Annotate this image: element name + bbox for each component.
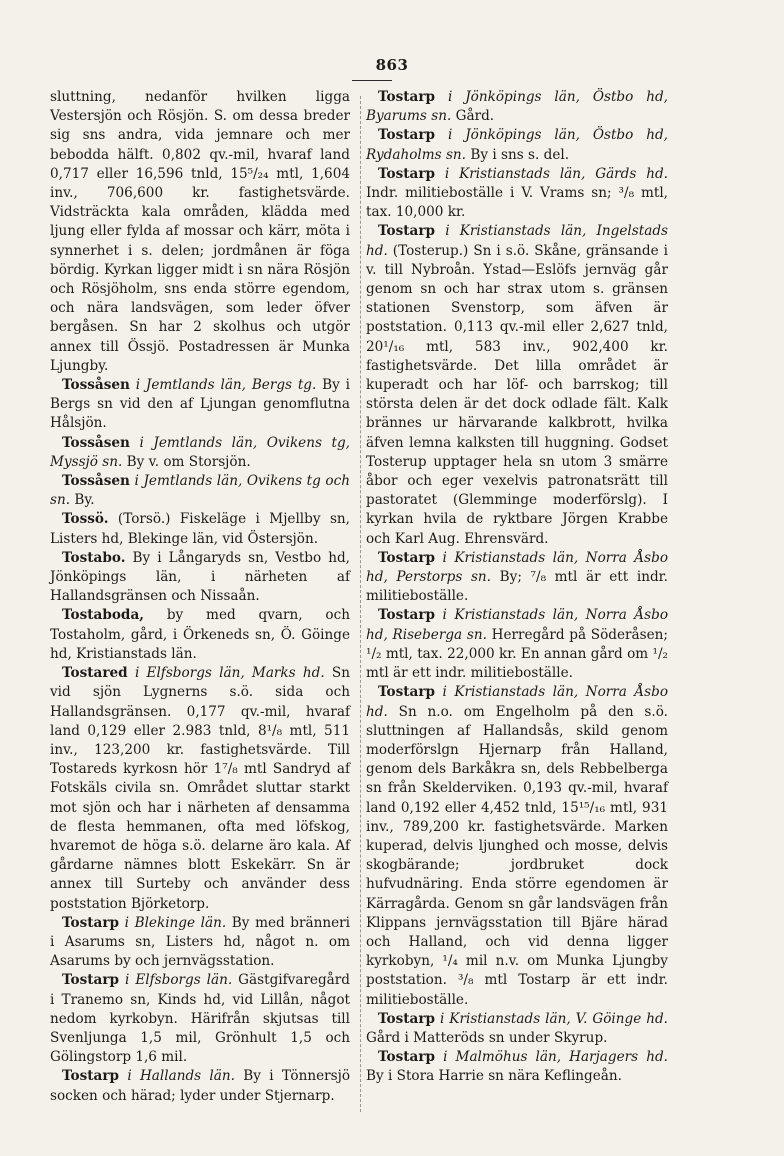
entry-headword: Tostarp [378,1010,436,1027]
dictionary-entry [50,510,350,548]
entry-location: i Kristianstads län, Norra Åsbo hd. [366,684,669,720]
entry-text: by med qvarn, och Tostaholm, gård, i Örkeneds sn, Ö. Göinge hd, Kristianstads län. [50,607,350,662]
entry-text: By i sns s. del. [470,146,570,163]
entry-text: sluttning, nedanför hvilken ligga Vestersjön och Rösjön. S. om dessa breder sig sns andra, vida jemnare och mer bebodda hälft. 0,802 qv.-mil, hvaraf land 0,717 eller 16,596 tnld, 15⁵/₂₄ mtl, 1,604 inv., 706,600 kr. fastighetsvärde. Vidsträckta kala områden, klädda med ljung eller fylda af mossar och kärr, möta i synnerhet i s. delen; jordmånen är föga bördig. Kyrkan ligger midt i sn nära Rösjön och Rösjöholm, sns enda större egendom, och nära landsvägen, som leder öfver bergåsen. Sn har 2 skolhus och utgör annex till Össjö. Postadressen är Munka Ljungby. [50,89,350,374]
entry-text: Gästgifvaregård i Tranemo sn, Kinds hd, vid Lillån, något nedom kyrkobyn. Härifrån skjutsas till Svenljunga 1,5 mil, Grönhult 1,5 och Gölingstorp 1,6 mil. [50,972,350,1066]
entry-headword: Tostabo. [62,549,126,566]
entry-headword: Tossåsen [62,377,130,394]
entry-location: i Kristianstads län, V. Göinge hd. [440,1010,668,1027]
dictionary-entry [366,549,668,607]
entry-location: i Malmöhus län, Harjagers hd. [443,1049,668,1066]
entry-text: By i Stora Harrie sn nära Keflingeån. [366,1068,622,1085]
entry-text: Sn n.o. om Engelholm på den s.ö. sluttningen af Hallandsås, skild genom moderförslgn Hjernarp från Halland, genom dels Barkåkra sn, dels Rebbelberga sn från Skelderviken. 0,193 qv.-mil, hvaraf land 0,192 eller 4,452 tnld, 15¹⁵/₁₆ mtl, 931 inv., 789,200 kr. fastighetsvärde. Marken kuperad, delvis ljunghed och mosse, delvis skogbärande; jordbruket dock hufvudnäring. Enda större egendomen är Kärragårda. Genom sn går landsvägen från Klippans jernvägsstation till Bjäre härad och Halland, och vid denna ligger kyrkobyn, ¹/₄ mil n.v. om Munka Ljungby poststation. ³/₈ mtl Tostarp är ett indr. militieboställe. [366,703,668,1008]
dictionary-entry [50,606,350,664]
page-number: 863 [375,56,409,74]
entry-location: i Elfsborgs län. [125,972,233,989]
right-column [366,88,668,1087]
entry-headword: Tostarp [378,549,436,566]
entry-headword: Tostared [62,665,128,682]
dictionary-entry [366,165,668,223]
dictionary-entry [366,606,668,683]
entry-text: Indr. militieboställe i V. Vrams sn; ³/₈ mtl, tax. 10,000 kr. [366,185,668,221]
entry-text: Sn vid sjön Lygnerns s.ö. sida och Hallandsgränsen. 0,177 qv.-mil, hvaraf land 0,129 eller 2.983 tnld, 8¹/₈ mtl, 511 inv., 123,200 kr. fastighetsvärde. Till Tostareds kyrkosn hör 1⁷/₈ mtl Sandryd af Fotskäls civila sn. Området sluttar starkt mot sjön och har i närheten af densamma de flesta hemmanen, ofta med löfskog, hvaremot de höga s.ö. delarne äro kala. Af gårdarne nämnes blott Eskekärr. Sn är annex till Surteby och använder dess poststation Björketorp. [50,665,350,912]
entry-location: i Elfsborgs län, Marks hd. [134,665,325,682]
entry-headword: Tostarp [378,127,436,144]
dictionary-entry [50,664,350,914]
dictionary-entry [50,914,350,972]
entry-headword: Tossåsen [62,434,130,451]
entry-headword: Tostarp [378,223,436,240]
dictionary-entry [50,88,350,376]
entry-location: i Jönköpings län, Östbo hd, Byarums sn. [366,89,669,125]
entry-location: i Jemtlands län, Ovikens tg och sn. [50,473,350,509]
entry-headword: Tostarp [62,914,120,931]
entry-text: By v. om Storsjön. [126,453,251,470]
entry-location: i Blekinge län. [124,914,227,931]
entry-text: (Tosterup.) Sn i s.ö. Skåne, gränsande i v. till Nybroån. Ystad—Eslöfs jernväg går genom sn och har strax utom s. gränsen stationen Svenstorp, som äfven är poststation. 0,113 qv.-mil eller 2,627 tnld, 20¹/₁₆ mtl, 583 inv., 902,400 kr. fastighetsvärde. Det lilla området är kuperadt och har löf- och barrskog; till största delen är det dock odlade fält. Kalk brännes ur härvarande kalkbrott, hvilka äfven lemna kalksten till huggning. Godset Tosterup upptager hela sn utom 3 smärre åbor och eger vexelvis patronatsrätt till pastoratet (Glemminge moderförslg). I kyrkan hvila de ryktbare Jörgen Krabbe och Karl Aug. Ehrensvärd. [366,242,669,547]
entry-text: (Torsö.) Fiskeläge i Mjellby sn, Listers hd, Blekinge län, vid Östersjön. [50,511,351,547]
entry-headword: Tostarp [378,165,436,182]
entry-location: i Hallands län. [127,1068,235,1085]
entry-location: i Jemtlands län, Ovikens tg, Myssjö sn. [50,434,350,470]
dictionary-entry [50,376,350,434]
entry-headword: Tostarp [62,1068,120,1085]
dictionary-entry [366,1010,668,1048]
entry-headword: Tostarp [378,684,436,701]
entry-location: i Kristianstads län, Gärds hd. [444,165,668,182]
entry-headword: Tossö. [62,511,109,528]
entry-headword: Tostarp [378,607,436,624]
entry-location: i Kristianstads län, Ingelstads hd. [366,223,668,259]
dictionary-entry [50,1067,350,1105]
entry-text: By i Långaryds sn, Vestbo hd, Jönköpings län, i närheten af Hallandsgränsen och Nissaån. [50,549,350,605]
entry-text: Gård. [455,108,495,125]
dictionary-entry [50,549,350,607]
entry-text: Gård i Matteröds sn under Skyrup. [366,1029,608,1046]
left-column [50,88,350,1106]
dictionary-entry [50,434,350,472]
entry-location: i Kristianstads län, Norra Åsbo hd, Riseberga sn. [366,607,669,643]
entry-text: By i Tönnersjö socken och härad; lyder under Stjernarp. [50,1068,351,1104]
entry-headword: Tossåsen [62,473,130,490]
entry-text: Herregård på Söderåsen; ¹/₂ mtl, tax. 22,000 kr. En annan gård om ¹/₂ mtl är ett indr. militieboställe. [366,626,668,682]
entry-location: i Kristianstads län, Norra Åsbo hd, Perstorps sn. [366,549,669,586]
page-number-rule [352,80,392,81]
entry-text: By. [74,492,95,509]
dictionary-entry [366,683,668,1009]
entry-headword: Tostarp [378,1049,436,1066]
column-divider [360,96,361,1112]
entry-location: i Jönköpings län, Östbo hd, Rydaholms sn. [366,127,669,163]
entry-headword: Tostaboda, [62,607,144,624]
entry-text: By; ⁷/₈ mtl är ett indr. militieboställe. [366,569,668,605]
dictionary-entry [50,472,350,510]
dictionary-entry [366,222,668,548]
entry-location: i Jemtlands län, Bergs tg. [135,377,317,394]
entry-text: By i Bergs sn vid den af Ljungan genomflutna Hålsjön. [50,377,351,432]
entry-headword: Tostarp [378,89,436,105]
dictionary-entry [50,971,350,1067]
entry-text: By med bränneri i Asarums sn, Listers hd, något n. om Asarums by och jernvägsstation. [50,914,351,970]
entry-headword: Tostarp [62,972,120,989]
dictionary-entry [366,1048,668,1086]
dictionary-entry [366,126,668,164]
dictionary-entry [366,88,668,126]
